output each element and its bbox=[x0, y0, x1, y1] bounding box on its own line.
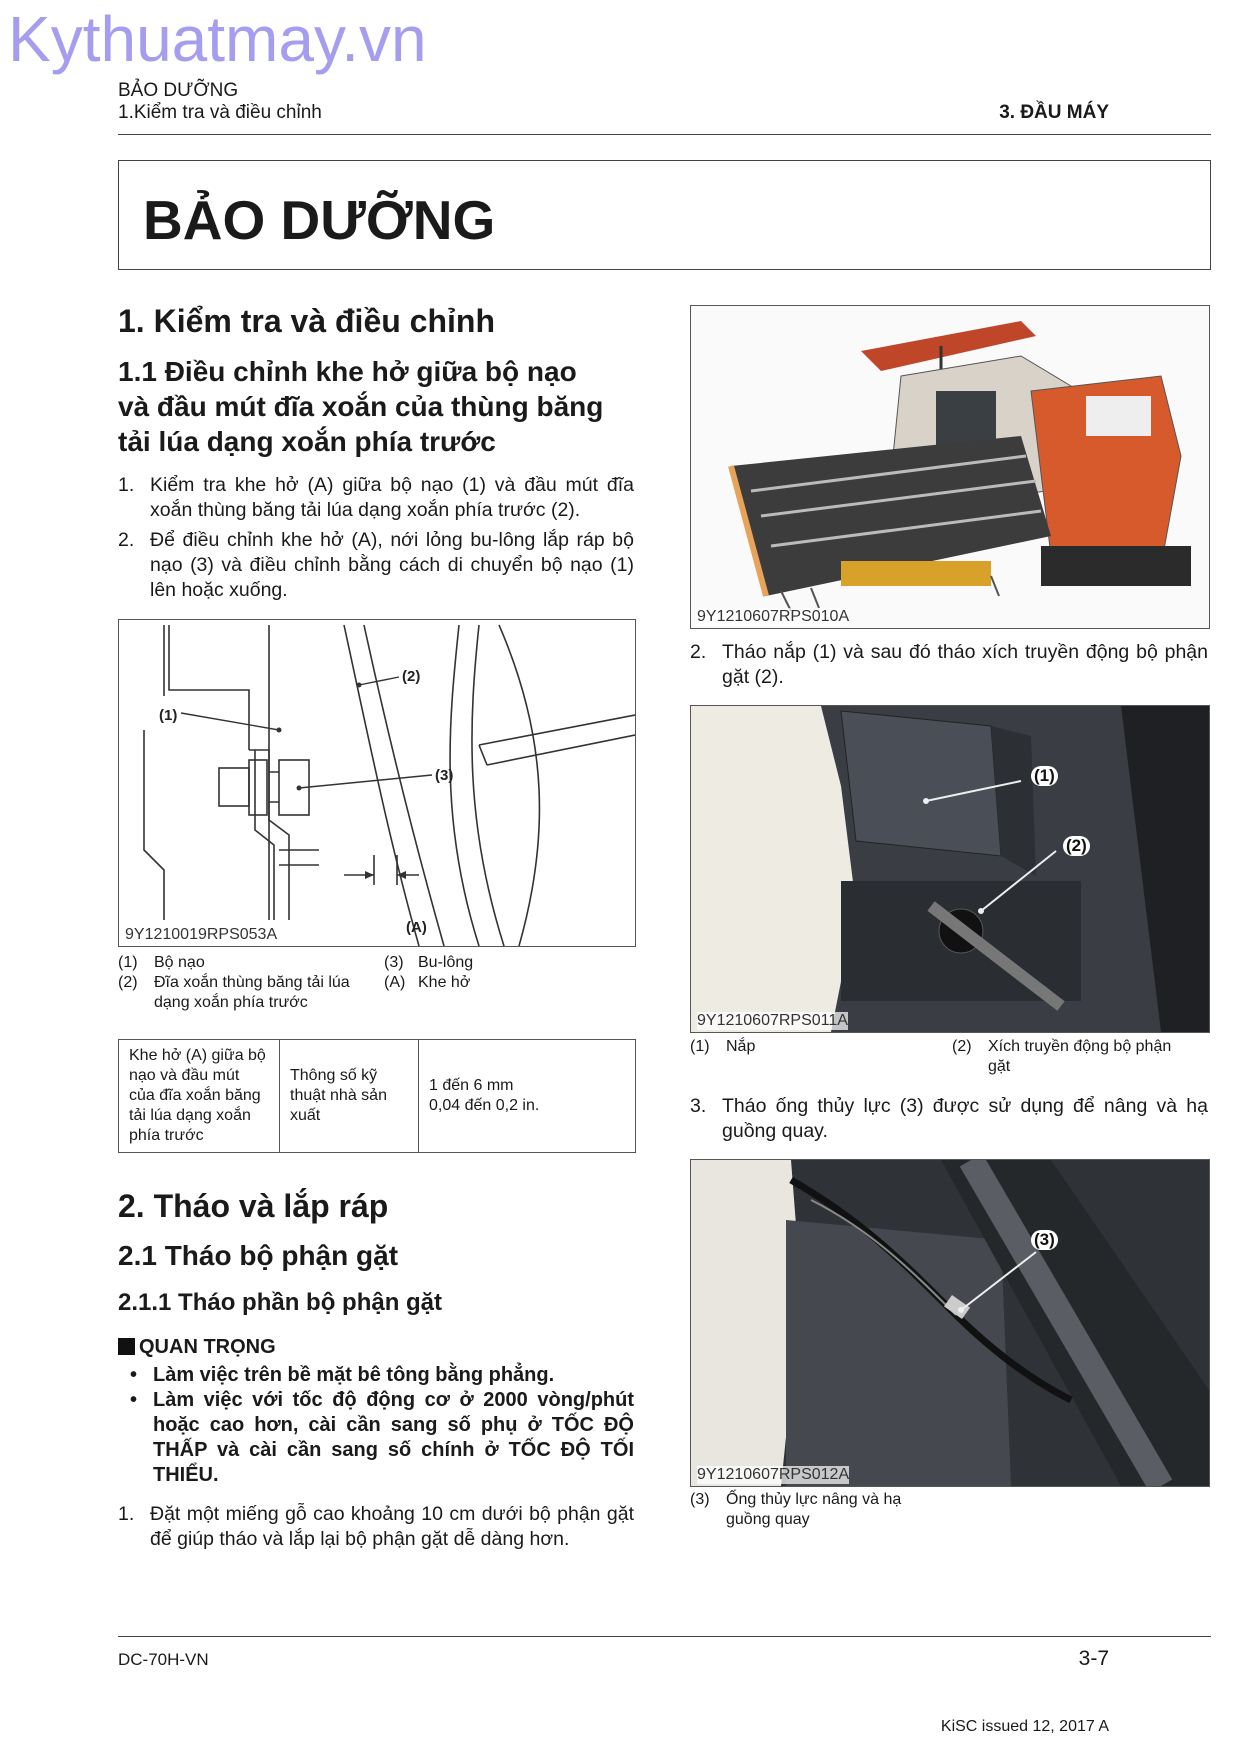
header-rule bbox=[118, 134, 1211, 135]
diagram-label-3: (3) bbox=[435, 767, 454, 784]
legend-num: (1) bbox=[118, 954, 138, 971]
diagram-label-a: (A) bbox=[406, 919, 427, 936]
watermark: Kythuatmay.vn bbox=[8, 3, 427, 75]
harvester-illustration bbox=[691, 306, 1209, 628]
gap-diagram bbox=[118, 619, 636, 947]
list-item: • Làm việc trên bề mặt bê tông bằng phẳng. bbox=[130, 1364, 555, 1386]
bullet-icon: • bbox=[130, 1389, 138, 1411]
page-title: BẢO DƯỠNG bbox=[143, 189, 496, 251]
list-item: 3. Tháo ống thủy lực (3) được sử dụng để nâng và hạ guồng quay. bbox=[690, 1095, 1208, 1142]
header-subsection: 1.Kiểm tra và điều chỉnh bbox=[118, 102, 322, 123]
gap-diagram-drawing bbox=[119, 620, 635, 946]
photo2-legend bbox=[690, 1037, 1208, 1079]
heading-line: tải lúa dạng xoắn phía trước bbox=[118, 426, 496, 457]
heading-remove-header: 2.1 Tháo bộ phận gặt bbox=[118, 1240, 399, 1271]
photo1-code: 9Y1210607RPS010A bbox=[697, 608, 850, 625]
table-row bbox=[119, 1040, 636, 1153]
heading-disassembly: 2. Tháo và lắp ráp bbox=[118, 1188, 389, 1224]
heading-line: 1.1 Điều chỉnh khe hở giữa bộ nạo bbox=[118, 356, 577, 387]
bullet-icon: • bbox=[130, 1364, 138, 1386]
diagram-label-1: (1) bbox=[159, 707, 178, 724]
legend-text: Ống thủy lực nâng và hạ guồng quay bbox=[726, 1491, 902, 1528]
heading-adjust-gap bbox=[118, 354, 648, 459]
legend-text: Khe hở bbox=[418, 974, 471, 991]
diagram-legend bbox=[118, 953, 634, 1013]
important-label: QUAN TRỌNG bbox=[139, 1336, 276, 1358]
spec-label: Thông số kỹ thuật nhà sản xuất bbox=[280, 1040, 419, 1153]
cover-chain-photo bbox=[690, 705, 1210, 1033]
list-item: 1. Kiểm tra khe hở (A) giữa bộ nạo (1) và đầu mút đĩa xoắn thùng băng tải lúa dạng xoắn phía trước (2). bbox=[118, 474, 634, 521]
step3-list bbox=[690, 1094, 1208, 1149]
footer-model: DC-70H-VN bbox=[118, 1650, 209, 1669]
legend-num: (1) bbox=[690, 1038, 710, 1055]
diagram-label-2: (2) bbox=[402, 668, 421, 685]
page-number: 3-7 bbox=[1078, 1647, 1109, 1670]
photo3-code: 9Y1210607RPS012A bbox=[697, 1466, 850, 1483]
important-notice bbox=[118, 1336, 276, 1359]
footer-issue: KiSC issued 12, 2017 A bbox=[940, 1718, 1109, 1735]
header-section: BẢO DƯỠNG bbox=[118, 80, 239, 101]
photo2-label-1: (1) bbox=[1031, 766, 1058, 786]
important-bullets bbox=[118, 1363, 634, 1488]
spec-value bbox=[419, 1040, 636, 1153]
legend-text: Bộ nạo bbox=[154, 954, 205, 971]
step2-list bbox=[690, 640, 1208, 695]
legend-num: (2) bbox=[118, 974, 138, 991]
list-item: 1. Đặt một miếng gỗ cao khoảng 10 cm dưới bộ phận gặt để giúp tháo và lắp lại bộ phận gặt dễ dàng hơn. bbox=[118, 1503, 634, 1550]
photo2-label-2: (2) bbox=[1063, 836, 1090, 856]
legend-num: (3) bbox=[384, 954, 404, 971]
diagram-code: 9Y1210019RPS053A bbox=[125, 926, 278, 943]
legend-text: Bu-lông bbox=[418, 954, 474, 971]
photo2-code: 9Y1210607RPS011A bbox=[697, 1012, 848, 1029]
spec-item: Khe hở (A) giữa bộ nạo và đầu mút của đĩa xoắn băng tải lúa dạng xoắn phía trước bbox=[119, 1040, 280, 1153]
spec-value-mm: 1 đến 6 mm bbox=[429, 1077, 514, 1094]
cover-chain-illustration bbox=[691, 706, 1209, 1032]
heading-line: và đầu mút đĩa xoắn của thùng băng bbox=[118, 391, 604, 422]
hydraulic-hose-illustration bbox=[691, 1160, 1209, 1486]
legend-text: Nắp bbox=[726, 1038, 756, 1055]
list-item: 2. Tháo nắp (1) và sau đó tháo xích truyền động bộ phận gặt (2). bbox=[690, 641, 1208, 688]
important-square-icon bbox=[118, 1338, 135, 1355]
spec-table bbox=[118, 1039, 636, 1153]
legend-text: Đĩa xoắn thùng băng tải lúa dạng xoắn phía trước bbox=[154, 974, 350, 1011]
remove-steps bbox=[118, 1502, 634, 1557]
harvester-photo bbox=[690, 305, 1210, 629]
list-item: • Làm việc với tốc độ động cơ ở 2000 vòng/phút hoặc cao hơn, cài cần sang số phụ ở TỐC ĐỘ THẤP và cài cần sang số chính ở TỐC ĐỘ TỐI THIỂU. bbox=[130, 1389, 634, 1486]
legend-num: (A) bbox=[384, 974, 406, 991]
list-item: 2. Để điều chỉnh khe hở (A), nới lỏng bu-lông lắp ráp bộ nạo (3) và điều chỉnh bằng cách di chuyển bộ nạo (1) lên hoặc xuống. bbox=[118, 529, 634, 601]
header-chapter: 3. ĐẦU MÁY bbox=[999, 102, 1109, 123]
hydraulic-hose-photo bbox=[690, 1159, 1210, 1487]
spec-value-in: 0,04 đến 0,2 in. bbox=[429, 1097, 540, 1114]
legend-num: (2) bbox=[952, 1038, 972, 1055]
heading-remove-part: 2.1.1 Tháo phần bộ phận gặt bbox=[118, 1289, 443, 1316]
footer-rule bbox=[118, 1636, 1211, 1637]
legend-num: (3) bbox=[690, 1491, 710, 1508]
legend-text: Xích truyền động bộ phận gặt bbox=[988, 1038, 1172, 1075]
photo3-label-3: (3) bbox=[1031, 1230, 1058, 1250]
adjust-steps bbox=[118, 473, 634, 608]
heading-check-adjust: 1. Kiểm tra và điều chỉnh bbox=[118, 303, 495, 339]
